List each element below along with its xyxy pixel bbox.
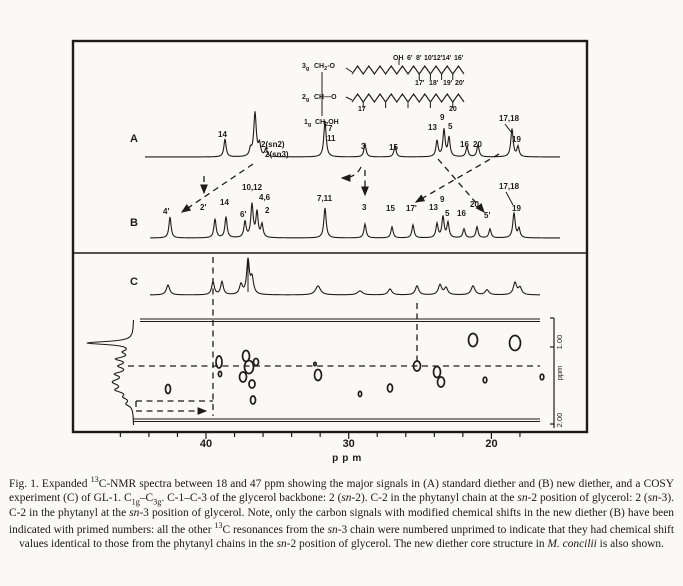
cosy-cross-peak [249, 380, 255, 388]
cosy-cross-peak [388, 384, 393, 392]
peak-label: 13 [428, 123, 437, 132]
peak-labels [130, 113, 521, 288]
peak-label: 9 [440, 113, 445, 122]
structure-label: $1_g$ [304, 119, 312, 128]
peak-label: 17' [406, 204, 417, 213]
cosy-cross-peak [245, 361, 254, 374]
peak-label: 19 [512, 135, 521, 144]
structure-label: 10' [424, 55, 434, 62]
phytanyl-chain-sn3 [352, 66, 464, 74]
caption-text-segment: is also shown. [596, 537, 664, 550]
structure-label: 18' [429, 80, 439, 87]
caption-text-segment: 1g [131, 497, 140, 507]
ether-bond [346, 68, 352, 72]
caption-text-segment: M. concilii [547, 537, 597, 550]
peak-label: 7,11 [317, 194, 333, 203]
structure-label: 19' [443, 80, 453, 87]
peak-label: 7 [328, 124, 333, 133]
caption-text-segment: sn [517, 492, 528, 505]
caption-text-segment: -3). C-2 in the phytanyl at the [9, 492, 675, 520]
peak-label: 3 [362, 203, 367, 212]
dashed-correlation-line [416, 154, 499, 202]
callout-line [505, 124, 511, 132]
caption-text-segment: sn [327, 524, 338, 537]
structure-label: $CH_2-O$ [314, 63, 335, 72]
structure-label: 20' [455, 80, 465, 87]
peak-label: 17,18 [499, 182, 520, 191]
axis-tick-label: 40 [199, 438, 213, 450]
cosy-cross-peak [358, 391, 361, 396]
structure-label: $2_g$ [302, 94, 310, 103]
spectrum-a-trace [145, 111, 560, 157]
peak-label: 15 [386, 204, 395, 213]
structure-label: 6' [407, 55, 413, 62]
structure-label: 20 [449, 106, 457, 113]
spectrum-c-trace [150, 258, 540, 295]
caption-text-segment: 13 [214, 521, 223, 531]
panel-letter: C [130, 276, 138, 288]
figure-caption [9, 475, 674, 552]
panel-letter: A [130, 133, 138, 145]
peak-label: 2(sn2) [261, 140, 285, 149]
structure-label: CH—O [314, 94, 337, 101]
peak-label: 4,6 [259, 193, 271, 202]
caption-text-segment: -2). C-2 in the phytanyl chain at the [351, 492, 518, 505]
panel-letter: B [130, 217, 138, 229]
peak-label: 14 [218, 130, 227, 139]
axis-tick-label: 30 [342, 438, 355, 450]
caption-text-segment: -3 chain were numbered unprimed to indicate that they had chemical shift values identical to those from the phytanyl chains in the [19, 524, 675, 550]
caption-text-segment: sn [341, 492, 352, 505]
peak-label: 20 [473, 140, 482, 149]
caption-text-segment: sn [129, 507, 140, 520]
structure-label: 8' [416, 55, 422, 62]
peak-label: 9 [440, 195, 445, 204]
cosy-cross-peak [251, 396, 256, 404]
peak-label: 10,12 [242, 183, 263, 192]
peak-label: 5' [484, 211, 491, 220]
caption-text-segment: C resonances from the [222, 524, 328, 537]
peak-label: 2(sn3) [265, 150, 289, 159]
caption-text-segment: 13 [90, 475, 99, 485]
structure-label: $3_g$ [302, 63, 310, 72]
ppm-axis [120, 318, 564, 464]
caption-text-segment: 3g [153, 497, 162, 507]
cosy-cross-peak [438, 377, 445, 387]
peak-label: 16 [457, 209, 466, 218]
peak-label: 2' [200, 203, 207, 212]
f1-scale-label: 1.00 [555, 334, 564, 350]
cosy-cross-peak [483, 377, 487, 383]
ether-bond [346, 97, 352, 100]
peak-label: 3 [361, 142, 366, 151]
caption-text-segment: -3 position of glycerol. Note, only the carbon signals with modified chemical shifts in the new diether (B) have been indicated with primed numbers: all the other [9, 507, 674, 537]
cosy-cross-peak [510, 336, 521, 351]
cosy-cross-peak [469, 334, 478, 347]
caption-text-segment: sn [647, 492, 658, 505]
structure-label: 12' [433, 55, 443, 62]
f1-scale-label: ppm [555, 365, 564, 381]
caption-text-segment: . C-1–C-3 of the glycerol backbone: 2 ( [161, 492, 342, 505]
peak-label: 16 [460, 140, 469, 149]
cosy-cross-peak [540, 374, 544, 380]
caption-text-segment: sn [276, 537, 287, 550]
peak-label: 20 [470, 200, 479, 209]
caption-text-segment: -2 position of glycerol: 2 ( [527, 492, 648, 505]
peak-label: 14 [220, 198, 229, 207]
caption-text-segment: -2 position of glycerol. The new diether core structure in [286, 537, 548, 550]
phytanyl-chain-sn2 [352, 94, 464, 102]
dashed-correlation-line [342, 167, 361, 178]
caption-text-segment: Fig. 1. Expanded [9, 478, 91, 491]
peak-label: 17,18 [499, 114, 520, 123]
cosy-cross-peak [218, 371, 221, 376]
cosy-cross-peak [315, 370, 322, 381]
peak-label: 2 [265, 206, 270, 215]
cosy-contour-plot [166, 334, 544, 405]
correlation-arrows [128, 154, 540, 416]
peak-label: 19 [512, 204, 521, 213]
caption-text-segment: C-NMR spectra between 18 and 47 ppm showing the major signals in (A) standard diether and (B) new diether, and a COSY experiment (C) of GL-1. C [9, 478, 674, 505]
cosy-cross-peak [166, 385, 171, 394]
caption-text-segment: –C [139, 492, 154, 505]
peak-label: 5 [448, 122, 453, 131]
structure-label: $CH_2OH$ [315, 119, 339, 128]
peak-label: 13 [429, 203, 438, 212]
cosy-cross-peak [314, 362, 316, 365]
axis-unit-label: ppm [332, 453, 366, 464]
cosy-1d-projection [87, 320, 134, 425]
peak-label: 5 [445, 209, 450, 218]
cosy-cross-peak [434, 367, 441, 378]
peak-label: 15 [389, 143, 398, 152]
structure-label: OH [393, 55, 404, 62]
peak-label: 11 [327, 134, 336, 143]
structure-label: 17' [415, 80, 425, 87]
cosy-cross-peak [254, 359, 259, 366]
structure-label: 16' [454, 55, 464, 62]
f1-scale-label: 2.00 [555, 412, 564, 428]
structure-label: 17 [358, 106, 366, 113]
peak-label: 4' [163, 207, 170, 216]
peak-label: 6' [240, 210, 247, 219]
axis-tick-label: 20 [485, 438, 498, 450]
structure-label: 14' [442, 55, 452, 62]
cosy-cross-peak [240, 372, 247, 382]
spectrum-b-trace [150, 203, 560, 238]
